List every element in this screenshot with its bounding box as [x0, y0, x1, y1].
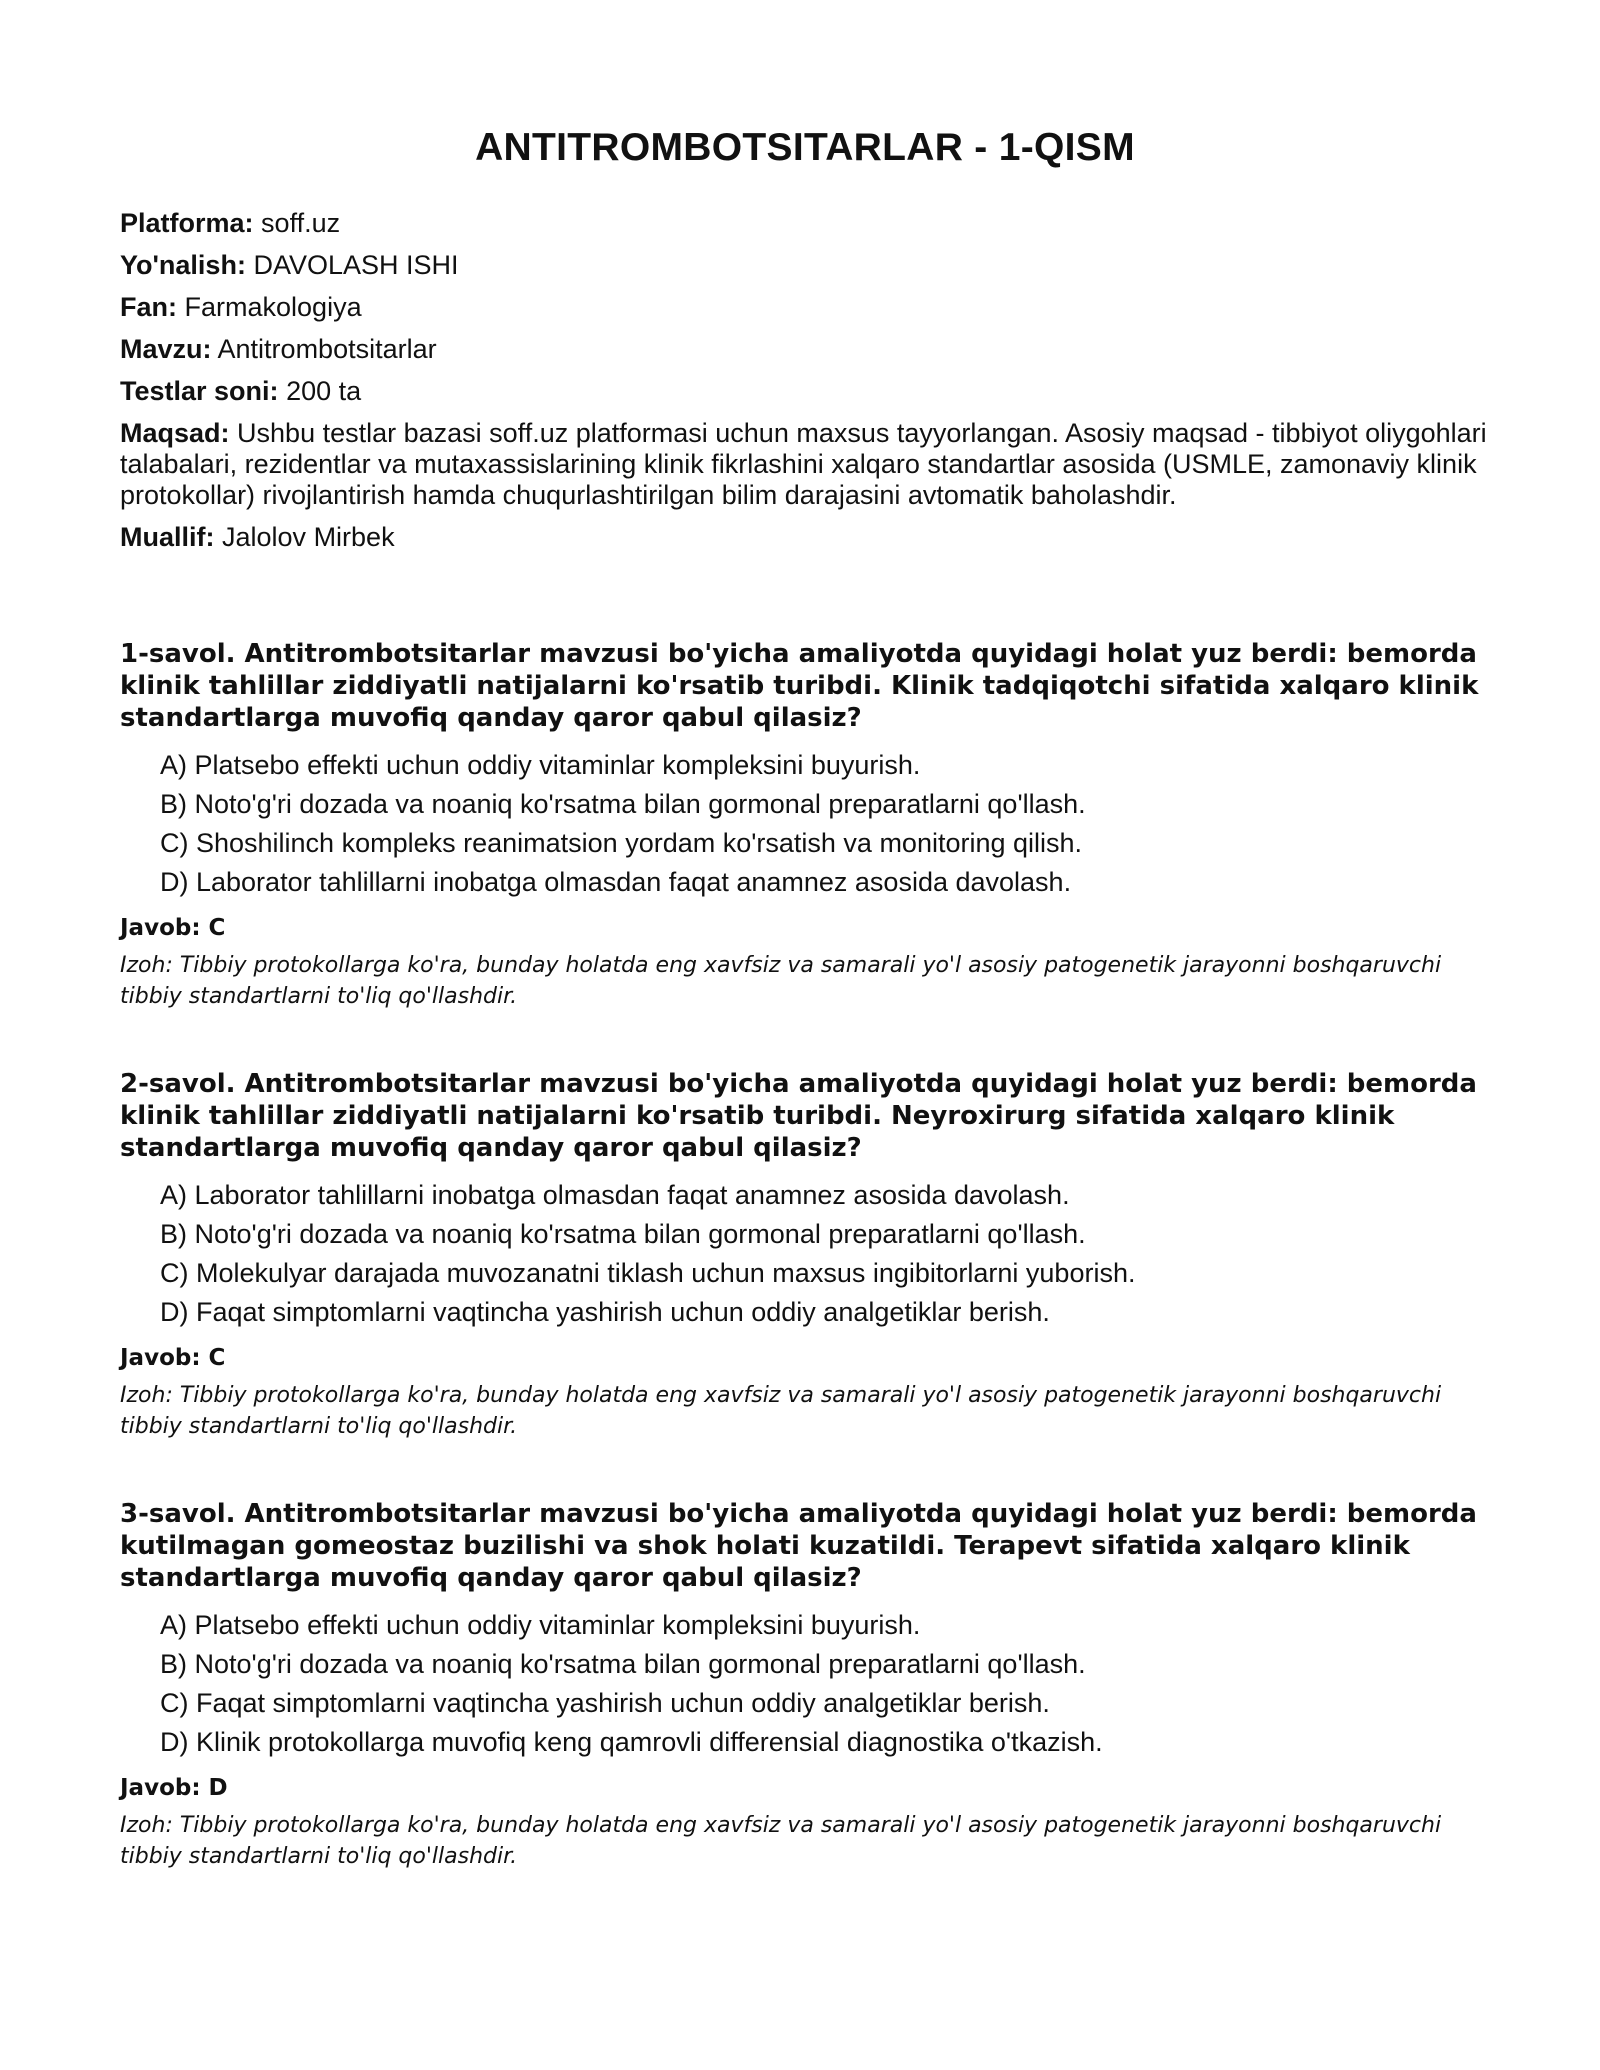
meta-label: Muallif:	[120, 522, 215, 552]
question-text: 2-savol. Antitrombotsitarlar mavzusi bo'yicha amaliyotda quyidagi holat yuz berdi: bemorda klinik tahlillar ziddiyatli natijalarni ko'rsatib turibdi. Neyroxirurg sifatida xalqaro klinik standartlarga muvofiq qanday qaror qabul qilasiz?	[120, 1069, 1477, 1163]
document-page	[120, 118, 1490, 1928]
option-c: C) Shoshilinch kompleks reanimatsion yordam ko'rsatish va monitoring qilish.	[160, 828, 1083, 858]
meta-value: Farmakologiya	[184, 292, 362, 322]
meta-platform	[120, 208, 1490, 239]
option-list	[120, 1176, 1490, 1332]
answer-label: Javob: C	[120, 915, 226, 941]
option-b: B) Noto'g'ri dozada va noaniq ko'rsatma bilan gormonal preparatlarni qo'llash.	[160, 1649, 1086, 1679]
question-2	[120, 1068, 1490, 1442]
meta-value: Ushbu testlar bazasi soff.uz platformasi uchun maxsus tayyorlangan. Asosiy maqsad - tibbiyot oliygohlari talabalari, rezidentlar va mutaxassislarining klinik fikrlashini xalqaro standartlar asosida (USMLE, zamonaviy klinik protokollar) rivojlantirish hamda chuqurlashtirilgan bilim darajasini avtomatik baholashdir.	[120, 418, 1487, 510]
meta-label: Testlar soni:	[120, 376, 279, 406]
option-a: A) Platsebo effekti uchun oddiy vitaminlar kompleksini buyurish.	[160, 750, 921, 780]
explanation-note: Izoh: Tibbiy protokollarga ko'ra, bunday holatda eng xavfsiz va samarali yo'l asosiy patogenetik jarayonni boshqaruvchi tibbiy standartlarni to'liq qo'llashdir.	[120, 1813, 1442, 1869]
meta-label: Maqsad:	[120, 418, 230, 448]
question-3	[120, 1498, 1490, 1872]
option-a: A) Laborator tahlillarni inobatga olmasdan faqat anamnez asosida davolash.	[160, 1180, 1070, 1210]
meta-label: Yo'nalish:	[120, 250, 246, 280]
question-text: 1-savol. Antitrombotsitarlar mavzusi bo'yicha amaliyotda quyidagi holat yuz berdi: bemorda klinik tahlillar ziddiyatli natijalarni ko'rsatib turibdi. Klinik tadqiqotchi sifatida xalqaro klinik standartlarga muvofiq qanday qaror qabul qilasiz?	[120, 639, 1479, 733]
meta-value: DAVOLASH ISHI	[253, 250, 459, 280]
meta-label: Mavzu:	[120, 334, 212, 364]
option-d: D) Klinik protokollarga muvofiq keng qamrovli differensial diagnostika o'tkazish.	[160, 1727, 1103, 1757]
option-d: D) Laborator tahlillarni inobatga olmasdan faqat anamnez asosida davolash.	[160, 867, 1072, 897]
meta-purpose	[120, 418, 1490, 511]
answer-label: Javob: D	[120, 1775, 228, 1801]
meta-label: Fan:	[120, 292, 177, 322]
option-a: A) Platsebo effekti uchun oddiy vitaminlar kompleksini buyurish.	[160, 1610, 921, 1640]
option-c: C) Faqat simptomlarni vaqtincha yashirish uchun oddiy analgetiklar berish.	[160, 1688, 1050, 1718]
meta-topic	[120, 334, 1490, 365]
meta-value: 200 ta	[286, 376, 362, 406]
option-list	[120, 1606, 1490, 1762]
meta-value: soff.uz	[261, 208, 341, 238]
meta-value: Jalolov Mirbek	[222, 522, 395, 552]
option-b: B) Noto'g'ri dozada va noaniq ko'rsatma bilan gormonal preparatlarni qo'llash.	[160, 1219, 1086, 1249]
meta-subject	[120, 292, 1490, 323]
explanation-note: Izoh: Tibbiy protokollarga ko'ra, bunday holatda eng xavfsiz va samarali yo'l asosiy patogenetik jarayonni boshqaruvchi tibbiy standartlarni to'liq qo'llashdir.	[120, 1383, 1442, 1439]
document-metadata	[120, 208, 1490, 553]
question-text: 3-savol. Antitrombotsitarlar mavzusi bo'yicha amaliyotda quyidagi holat yuz berdi: bemorda kutilmagan gomeostaz buzilishi va shok holati kuzatildi. Terapevt sifatida xalqaro klinik standartlarga muvofiq qanday qaror qabul qilasiz?	[120, 1499, 1477, 1593]
explanation-note: Izoh: Tibbiy protokollarga ko'ra, bunday holatda eng xavfsiz va samarali yo'l asosiy patogenetik jarayonni boshqaruvchi tibbiy standartlarni to'liq qo'llashdir.	[120, 953, 1442, 1009]
option-d: D) Faqat simptomlarni vaqtincha yashirish uchun oddiy analgetiklar berish.	[160, 1297, 1050, 1327]
meta-direction	[120, 250, 1490, 281]
meta-test-count	[120, 376, 1490, 407]
document-title: ANTITROMBOTSITARLAR - 1-QISM	[475, 126, 1135, 169]
meta-author	[120, 522, 1490, 553]
question-list	[120, 638, 1490, 1872]
question-1	[120, 638, 1490, 1012]
meta-label: Platforma:	[120, 208, 254, 238]
meta-value: Antitrombotsitarlar	[217, 334, 437, 364]
option-c: C) Molekulyar darajada muvozanatni tiklash uchun maxsus ingibitorlarni yuborish.	[160, 1258, 1136, 1288]
option-b: B) Noto'g'ri dozada va noaniq ko'rsatma bilan gormonal preparatlarni qo'llash.	[160, 789, 1086, 819]
option-list	[120, 746, 1490, 902]
answer-label: Javob: C	[120, 1345, 226, 1371]
